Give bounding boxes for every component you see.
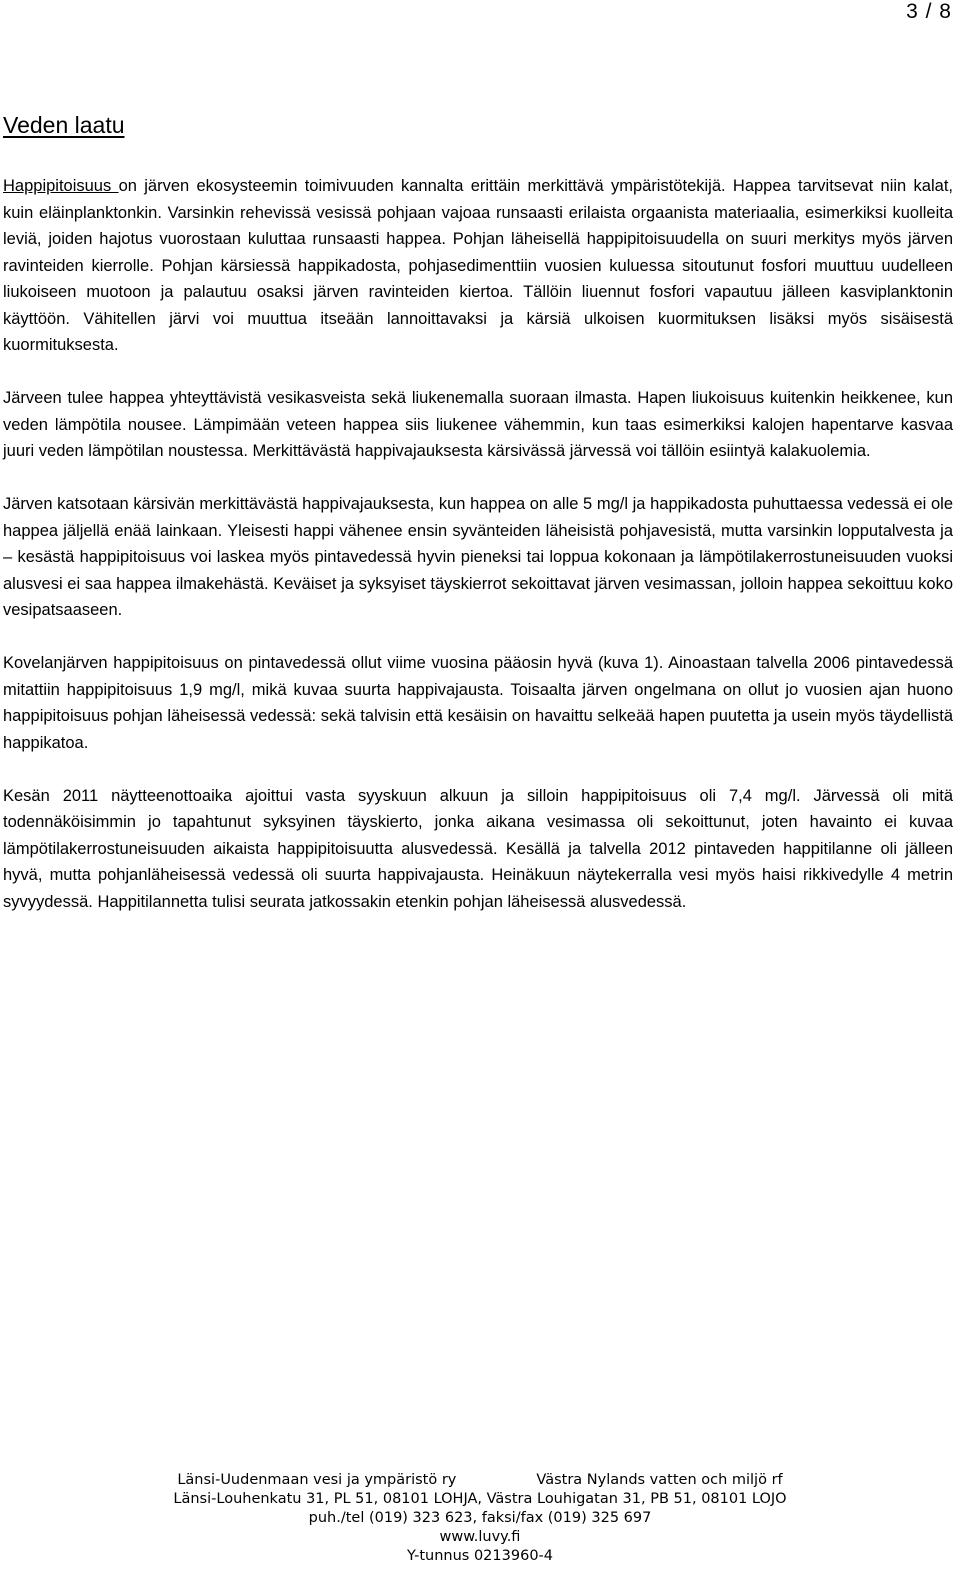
happipitoisuus-term: Happipitoisuus bbox=[3, 177, 119, 195]
paragraph-oxygen-sources: Järveen tulee happea yhteyttävistä vesikasveista sekä liukenemalla suoraan ilmasta. Hapen liukoisuus kuitenkin heikkenee, kun veden lämpötila nousee. Lämpimään veteen happea siis liukenee vähemmin, kun taas esimerkiksi kalojen hapentarve kasvaa juuri veden lämpötilan noustessa. Merkittävästä happivajauksesta kärsivässä järvessä voi tällöin esiintyä kalakuolemia. bbox=[3, 389, 953, 460]
footer-org-fi: Länsi-Uudenmaan vesi ja ympäristö ry bbox=[177, 1472, 457, 1488]
section-heading: Veden laatu bbox=[3, 112, 125, 138]
page-number: 3 / 8 bbox=[906, 0, 952, 23]
footer bbox=[0, 1471, 960, 1566]
footer-website: www.luvy.fi bbox=[439, 1529, 521, 1545]
paragraph-kovelanjarvi: Kovelanjärven happipitoisuus on pintavedessä ollut viime vuosina pääosin hyvä (kuva 1). Ainoastaan talvella 2006 pintavedessä mitattiin happipitoisuus 1,9 mg/l, mikä kuvaa suurta happivajausta. Toisaalta järven ongelmana on ollut jo vuosien ajan huono happipitoisuus pohjan läheisessä vedessä: sekä talvisin että kesäisin on havaittu selkeää hapen puutetta ja usein myös täydellistä happikatoa. bbox=[3, 654, 953, 752]
paragraph-oxygen-intro bbox=[3, 173, 953, 359]
body-text bbox=[3, 173, 953, 942]
footer-address: Länsi-Louhenkatu 31, PL 51, 08101 LOHJA, Västra Louhigatan 31, PB 51, 08101 LOJO bbox=[173, 1491, 787, 1507]
paragraph-2011-2012: Kesän 2011 näytteenottoaika ajoittui vasta syyskuun alkuun ja silloin happipitoisuus oli 7,4 mg/l. Järvessä oli mitä todennäköisimmin jo tapahtunut syksyinen täyskierto, jonka aikana vesimassa oli sekoittunut, joten havainto ei kuvaa lämpötilakerrostuneisuuden aikaista happipitoisuutta alusvedessä. Kesällä ja talvella 2012 pintaveden happitilanne oli jälleen hyvä, mutta pohjanläheisessä vedessä oli suurta happivajausta. Heinäkuun näytekerralla vesi myös haisi rikkivedylle 4 metrin syvyydessä. Happitilannetta tulisi seurata jatkossakin etenkin pohjan läheisessä alusvedessä. bbox=[3, 786, 953, 911]
paragraph-text: on järven ekosysteemin toimivuuden kannalta erittäin merkittävä ympäristötekijä. Happea tarvitsevat niin kalat, kuin eläinplanktonkin. Varsinkin rehevissä vesissä pohjaan vajoaa runsaasti erilaista orgaanista materiaalia, esimerkiksi kuolleita leviä, joiden hajotus vuorostaan kuluttaa runsaasti happea. Pohjan läheisellä happipitoisuudella on suuri merkitys myös järven ravinteiden kierrolle. Pohjan kärsiessä happikadosta, pohjasedimenttiin vuosien kuluessa sitoutunut fosfori muuttuu uudelleen liukoiseen muotoon ja palautuu osaksi järven ravinteiden kiertoa. Tällöin liuennut fosfori vapautuu jälleen kasviplanktonin käyttöön. Vähitellen järvi voi muuttua itseään lannoittavaksi ja kärsiä ulkoisen kuormituksen lisäksi myös sisäisestä kuormituksesta. bbox=[3, 177, 953, 354]
footer-phone: puh./tel (019) 323 623, faksi/fax (019) 325 697 bbox=[308, 1510, 652, 1526]
footer-org-sv: Västra Nylands vatten och miljö rf bbox=[536, 1472, 783, 1488]
paragraph-oxygen-deficit: Järven katsotaan kärsivän merkittävästä happivajauksesta, kun happea on alle 5 mg/l ja happikadosta puhuttaessa vedessä ei ole happea jäljellä enää lainkaan. Yleisesti happi vähenee ensin syvänteiden läheisistä pohjavesistä, mutta varsinkin lopputalvesta ja – kesästä happipitoisuus voi laskea myös pintavedessä hyvin pieneksi tai loppua kokonaan ja lämpötilakerrostuneisuuden vuoksi alusvesi ei saa happea ilmakehästä. Keväiset ja syksyiset täyskierrot sekoittavat järven vesimassan, jolloin happea sekoittuu koko vesipatsaaseen. bbox=[3, 495, 953, 619]
footer-business-id: Y-tunnus 0213960-4 bbox=[406, 1548, 553, 1564]
footer-org-names bbox=[0, 1471, 960, 1490]
